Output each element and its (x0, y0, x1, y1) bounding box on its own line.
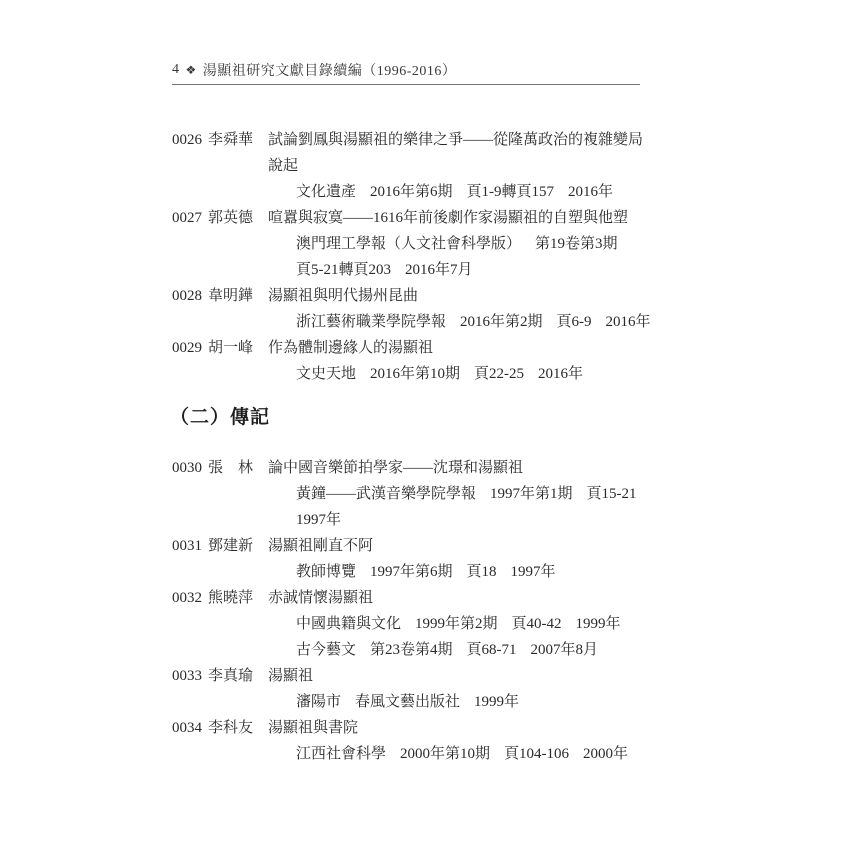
entry-source (296, 742, 628, 766)
source-issue: 2016年第6期 (370, 184, 453, 200)
source-issue: 1997年第1期 (490, 486, 573, 502)
entry-title: 赤誠情懷湯顯祖 (268, 590, 374, 606)
source-issue: 2016年第10期 (370, 366, 461, 382)
source-pages: 頁22-25 (474, 366, 525, 382)
entry-source (296, 612, 621, 636)
book-title: 湯顯祖研究文獻目錄續編（1996-2016） (202, 64, 457, 79)
entry-number: 0034 (172, 720, 202, 736)
source-journal: 文化遺產 (296, 184, 357, 200)
source-issue: 2016年第2期 (460, 314, 543, 330)
source-date: 1999年 (575, 616, 621, 632)
entry-author: 李科友 (208, 720, 254, 736)
entry-source (296, 638, 598, 662)
entry-author: 李舜華 (208, 132, 254, 148)
source-date: 2007年8月 (530, 642, 599, 658)
ornament-icon: ❖ (185, 62, 197, 77)
source-issue: 2000年第10期 (400, 746, 491, 762)
entry-title: 湯顯祖與明代揚州昆曲 (268, 288, 419, 304)
entry-number: 0033 (172, 668, 202, 684)
source-pages: 頁104-106 (504, 746, 570, 762)
source-date: 1997年 (510, 564, 556, 580)
source-pages: 頁5-21轉頁203 (296, 262, 391, 278)
entry-source (296, 690, 519, 714)
entry-number: 0027 (172, 210, 202, 226)
source-date: 2016年 (605, 314, 651, 330)
running-head (172, 60, 640, 80)
source-issue: 第19卷第3期 (535, 236, 618, 252)
header-rule (172, 84, 640, 85)
source-journal: 古今藝文 (296, 642, 357, 658)
entry-author: 鄧建新 (208, 538, 254, 554)
source-date: 2016年 (568, 184, 614, 200)
source-issue: 1997年第6期 (370, 564, 453, 580)
source-journal: 文史天地 (296, 366, 357, 382)
entry-number: 0026 (172, 132, 202, 148)
source-pages: 頁18 (466, 564, 497, 580)
entry-title: 作為體制邊緣人的湯顯祖 (268, 340, 434, 356)
source-journal: 澳門理工學報（人文社會科學版） (296, 236, 522, 252)
source-pages: 頁15-21 (586, 486, 637, 502)
source-journal: 江西社會科學 (296, 746, 387, 762)
entry-source-continued (296, 258, 473, 282)
entry-author: 張 林 (208, 460, 254, 476)
entry-number: 0031 (172, 538, 202, 554)
entry-source (296, 482, 637, 506)
source-pages: 頁40-42 (511, 616, 562, 632)
entry-source (296, 310, 651, 334)
source-journal: 中國典籍與文化 (296, 616, 402, 632)
source-date: 2016年7月 (405, 262, 473, 278)
entry-source-continued (296, 508, 341, 532)
entry-author: 胡一峰 (208, 340, 254, 356)
entry-source (296, 362, 583, 386)
entry-author: 李真瑜 (208, 668, 254, 684)
source-publisher: 春風文藝出版社 (355, 694, 461, 710)
source-pages: 頁6-9 (556, 314, 592, 330)
entry-source (296, 180, 613, 204)
source-date: 1997年 (296, 512, 342, 528)
entry-title: 試論劉鳳與湯顯祖的樂律之爭——從隆萬政治的複雜變局 (268, 132, 644, 148)
entry-number: 0029 (172, 340, 202, 356)
entry-author: 韋明鏵 (208, 288, 254, 304)
entry-number: 0028 (172, 288, 202, 304)
entry-number: 0030 (172, 460, 202, 476)
entry-source (296, 560, 556, 584)
source-date: 2016年 (538, 366, 584, 382)
source-journal: 教師博覽 (296, 564, 357, 580)
entry-title-continued: 說起 (268, 158, 299, 174)
source-issue: 1999年第2期 (415, 616, 498, 632)
entry-title: 論中國音樂節拍學家——沈璟和湯顯祖 (268, 460, 524, 476)
source-place: 瀋陽市 (296, 694, 342, 710)
source-pages: 頁1-9轉頁157 (466, 184, 555, 200)
entry-number: 0032 (172, 590, 202, 606)
source-issue: 第23卷第4期 (370, 642, 453, 658)
entry-title: 喧囂與寂寞——1616年前後劇作家湯顯祖的自塑與他塑 (268, 210, 629, 226)
source-date: 2000年 (583, 746, 629, 762)
source-pages: 頁68-71 (466, 642, 517, 658)
entry-title: 湯顯祖剛直不阿 (268, 538, 374, 554)
source-journal: 浙江藝術職業學院學報 (296, 314, 447, 330)
section-heading: （二）傳記 (170, 407, 271, 428)
entry-title: 湯顯祖 (268, 668, 314, 684)
source-journal: 黃鐘——武漢音樂學院學報 (296, 486, 477, 502)
page-number: 4 (172, 62, 180, 77)
entry-author: 郭英德 (208, 210, 254, 226)
source-date: 1999年 (474, 694, 520, 710)
entry-source (296, 232, 618, 256)
entry-author: 熊曉萍 (208, 590, 254, 606)
entry-title: 湯顯祖與書院 (268, 720, 359, 736)
